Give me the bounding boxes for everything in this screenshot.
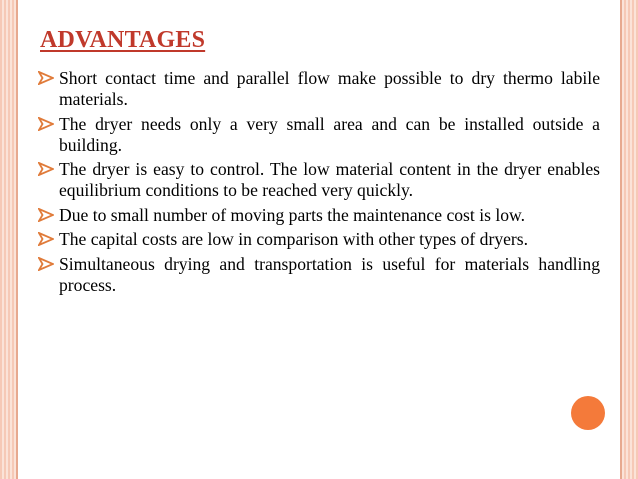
- bullet-text: The dryer is easy to control. The low material content in the dryer enables equilibrium conditions to be reached very quickly.: [59, 159, 600, 200]
- left-decorative-border: [0, 0, 16, 479]
- arrow-bullet-icon: [38, 117, 54, 131]
- bullet-text: Due to small number of moving parts the maintenance cost is low.: [59, 204, 525, 225]
- decorative-circle: [571, 396, 605, 430]
- bullet-item: [38, 68, 600, 110]
- arrow-bullet-icon: [38, 232, 54, 246]
- bullet-item: [38, 159, 600, 201]
- advantages-list: [38, 68, 600, 299]
- arrow-bullet-icon: [38, 208, 54, 222]
- bullet-item: [38, 205, 600, 226]
- bullet-text: Simultaneous drying and transportation is useful for materials handling process.: [59, 253, 600, 295]
- bullet-text: The dryer needs only a very small area and can be installed outside a building.: [59, 113, 600, 155]
- bullet-item: [38, 254, 600, 296]
- arrow-bullet-icon: [38, 71, 54, 85]
- bullet-item: [38, 114, 600, 156]
- bullet-text: The capital costs are low in comparison with other types of dryers.: [59, 229, 529, 249]
- arrow-bullet-icon: [38, 257, 54, 271]
- bullet-item: [38, 229, 600, 250]
- arrow-bullet-icon: [38, 162, 54, 176]
- slide-title: ADVANTAGES: [40, 27, 206, 53]
- right-decorative-border: [622, 0, 638, 479]
- bullet-text: Short contact time and parallel flow make possible to dry thermo labile materials.: [59, 68, 600, 109]
